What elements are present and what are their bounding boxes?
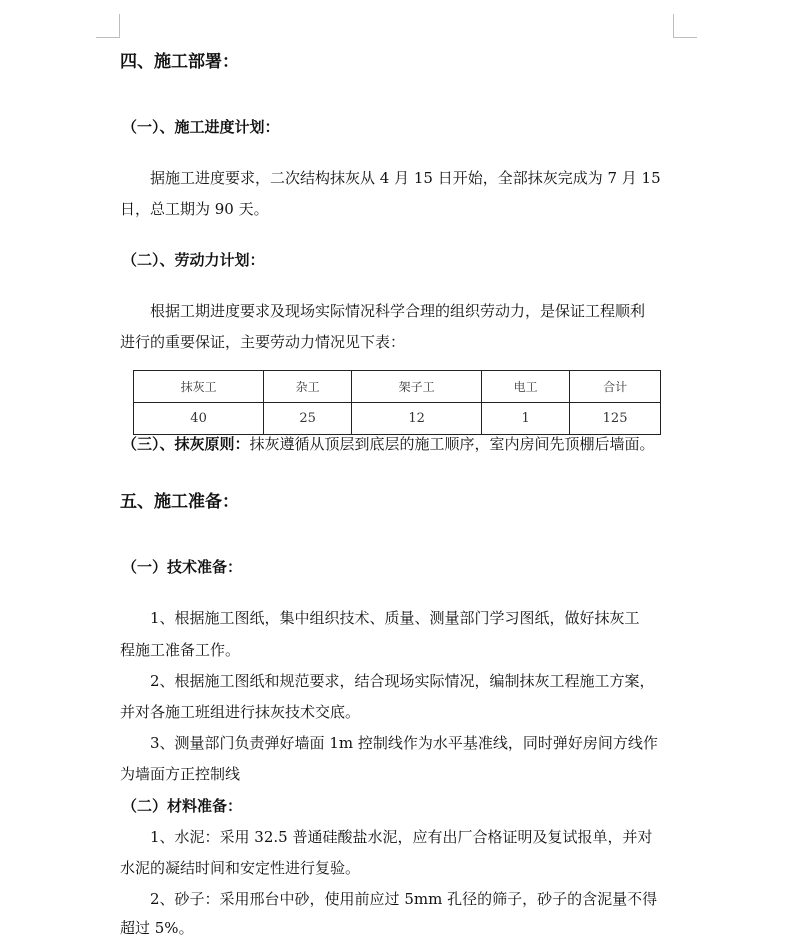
- section-4-heading: 四、施工部署：: [120, 52, 239, 72]
- labor-table-value-cell: 125: [570, 403, 661, 435]
- labor-table-value-row: [134, 403, 661, 435]
- material-prep-item2-line1: 2、砂子：采用邢台中砂，使用前应过 5mm 孔径的筛子，砂子的含泥量不得: [150, 890, 658, 908]
- labor-table-value-cell: 40: [134, 403, 264, 435]
- technical-prep-item1-line1: 1、根据施工图纸，集中组织技术、质量、测量部门学习图纸，做好抹灰工: [150, 609, 640, 627]
- labor-table-value-cell: 25: [264, 403, 352, 435]
- labor-table-header-cell: 抹灰工: [134, 371, 264, 403]
- labor-plan-text-line2: 进行的重要保证，主要劳动力情况见下表：: [120, 333, 406, 351]
- crop-mark-left-vertical: [119, 14, 120, 38]
- crop-mark-right-vertical: [673, 14, 674, 38]
- labor-table-value-cell: 1: [482, 403, 570, 435]
- plastering-principle-line: [122, 434, 682, 454]
- material-prep-item2-line2: 超过 5%。: [120, 919, 194, 937]
- plastering-principle-text: 抹灰遵循从顶层到底层的施工顺序，室内房间先顶棚后墙面。: [249, 435, 655, 453]
- schedule-plan-heading: （一）、施工进度计划：: [122, 118, 280, 136]
- labor-table-header-cell: 电工: [482, 371, 570, 403]
- technical-prep-item1-line2: 程施工准备工作。: [120, 641, 241, 659]
- labor-plan-text-line1: 根据工期进度要求及现场实际情况科学合理的组织劳动力，是保证工程顺利: [150, 302, 646, 320]
- crop-mark-left-horizontal: [96, 37, 120, 38]
- schedule-plan-text-line1: 据施工进度要求，二次结构抹灰从 4 月 15 日开始，全部抹灰完成为 7 月 15: [150, 169, 661, 187]
- labor-table-header-cell: 合计: [570, 371, 661, 403]
- material-prep-heading: （二）材料准备：: [122, 797, 243, 815]
- technical-prep-item3-line2: 为墙面方正控制线: [120, 765, 241, 783]
- crop-mark-right-horizontal: [673, 37, 697, 38]
- technical-prep-item2-line2: 并对各施工班组进行抹灰技术交底。: [120, 703, 361, 721]
- plastering-principle-label: （三）、抹灰原则：: [122, 435, 250, 453]
- technical-prep-item2-line1: 2、根据施工图纸和规范要求，结合现场实际情况，编制抹灰工程施工方案，: [150, 672, 655, 690]
- labor-table-header-row: [134, 371, 661, 403]
- labor-table-header-cell: 杂工: [264, 371, 352, 403]
- technical-prep-item3-line1: 3、测量部门负责弹好墙面 1m 控制线作为水平基准线，同时弹好房间方线作: [150, 734, 658, 752]
- section-5-heading: 五、施工准备：: [120, 492, 239, 512]
- labor-table-value-cell: 12: [352, 403, 482, 435]
- labor-plan-heading: （二）、劳动力计划：: [122, 251, 265, 269]
- technical-prep-heading: （一）技术准备：: [122, 558, 243, 576]
- labor-table: [133, 370, 661, 435]
- labor-table-header-cell: 架子工: [352, 371, 482, 403]
- material-prep-item1-line2: 水泥的凝结时间和安定性进行复验。: [120, 859, 361, 877]
- schedule-plan-text-line2: 日，总工期为 90 天。: [120, 200, 269, 218]
- material-prep-item1-line1: 1、水泥：采用 32.5 普通硅酸盐水泥，应有出厂合格证明及复试报单，并对: [150, 828, 653, 846]
